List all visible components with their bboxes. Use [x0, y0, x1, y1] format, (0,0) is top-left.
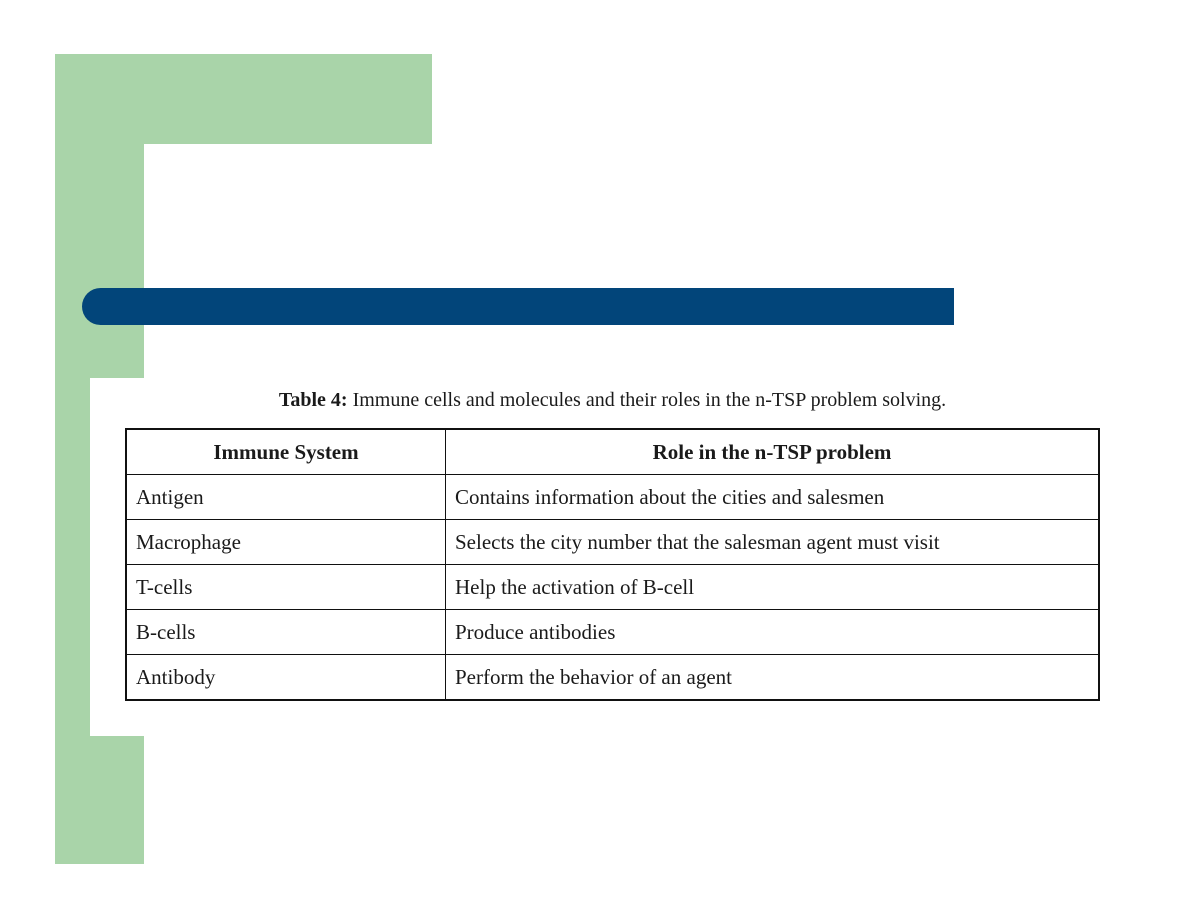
- immune-roles-table: [125, 428, 1100, 701]
- table-row: [126, 655, 1099, 701]
- cell-immune-system: T-cells: [126, 565, 446, 610]
- cell-immune-system: Antibody: [126, 655, 446, 701]
- table-header-row: [126, 429, 1099, 475]
- header-role: Role in the n-TSP problem: [446, 429, 1100, 475]
- table-caption-label: Table 4:: [278, 389, 348, 411]
- table-caption-text: Immune cells and molecules and their roles in the n-TSP problem solving.: [347, 389, 947, 411]
- table-row: [126, 565, 1099, 610]
- cell-role: Perform the behavior of an agent: [446, 655, 1100, 701]
- table-row: [126, 610, 1099, 655]
- cell-role: Produce antibodies: [446, 610, 1100, 655]
- cell-role: Contains information about the cities and salesmen: [446, 475, 1100, 520]
- cell-immune-system: B-cells: [126, 610, 446, 655]
- table-caption: [125, 389, 1100, 412]
- decorative-green-block-top: [55, 54, 432, 144]
- table-row: [126, 475, 1099, 520]
- decorative-blue-title-bar: [82, 288, 954, 325]
- cell-role: Help the activation of B-cell: [446, 565, 1100, 610]
- cell-immune-system: Macrophage: [126, 520, 446, 565]
- table-row: [126, 520, 1099, 565]
- cell-role: Selects the city number that the salesman agent must visit: [446, 520, 1100, 565]
- cell-immune-system: Antigen: [126, 475, 446, 520]
- header-immune-system: Immune System: [126, 429, 446, 475]
